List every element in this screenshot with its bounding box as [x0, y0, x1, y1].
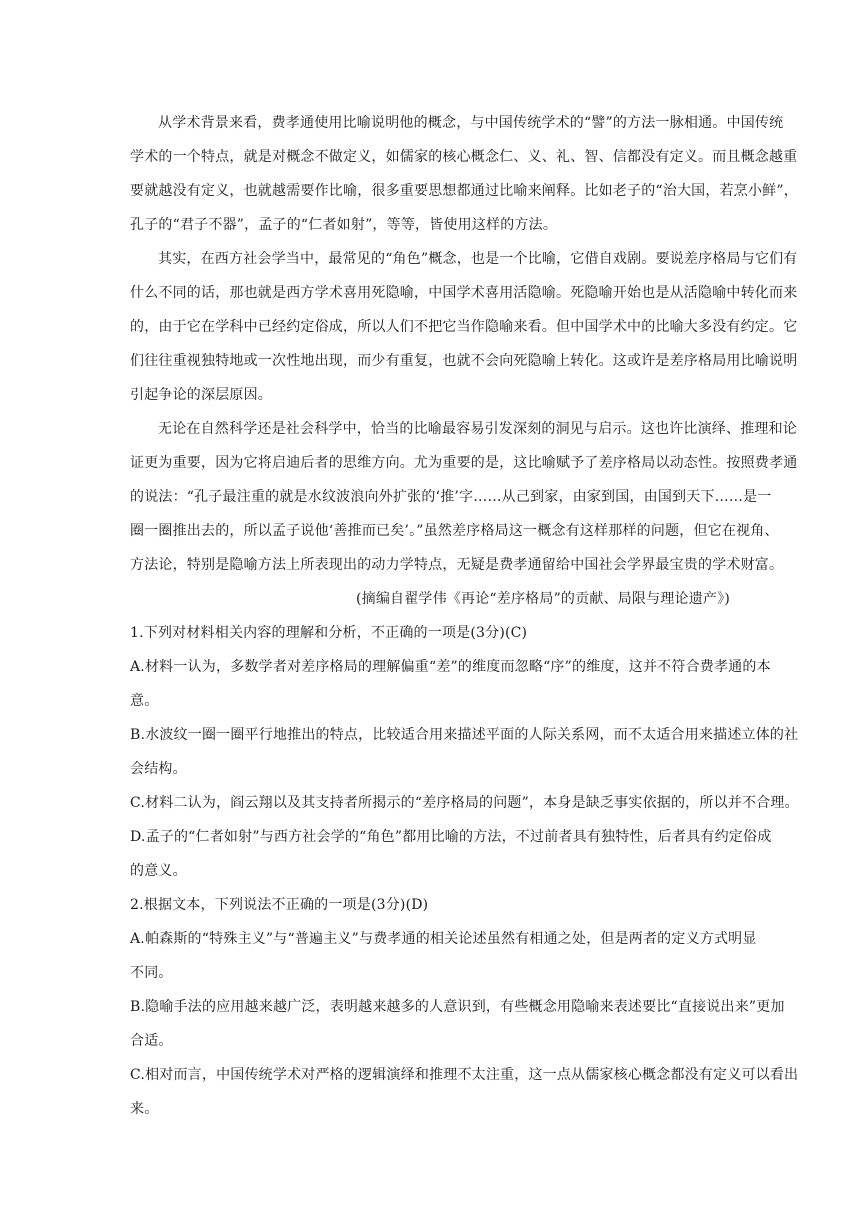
question-1-option-b: 会结构。 [130, 761, 187, 777]
passage-line: 证更为重要，因为它将启迪后者的思维方向。尤为重要的是，这比喻赋予了差序格局以动态性。按照费孝通 [130, 455, 798, 471]
question-1-option-d: D.孟子的“仁者如射”与西方社会学的“角色”都用比喻的方法，不过前者具有独特性，后者具有约定俗成 [130, 829, 772, 845]
question-2-option-a: 不同。 [130, 965, 173, 981]
passage-line: 其实，在西方社会学当中，最常见的“角色”概念，也是一个比喻，它借自戏剧。要说差序格局与它们有 [158, 251, 798, 267]
passage-line: 们往往重视独特地或一次性地出现，而少有重复，也就不会向死隐喻上转化。这或许是差序格局用比喻说明 [130, 353, 798, 369]
passage-line: 从学术背景来看，费孝通使用比喻说明他的概念，与中国传统学术的“譬”的方法一脉相通。中国传统 [158, 115, 784, 131]
question-1-option-b: B.水波纹一圈一圈平行地推出的特点，比较适合用来描述平面的人际关系网，而不太适合用来描述立体的社 [130, 727, 799, 743]
question-1-stem: 1.下列对材料相关内容的理解和分析，不正确的一项是(3分)(C) [130, 625, 528, 641]
question-1-option-d: 的意义。 [130, 863, 187, 879]
passage-line: 方法论，特别是隐喻方法上所表现出的动力学特点，无疑是费孝通留给中国社会学界最宝贵的学术财富。 [130, 557, 784, 573]
question-2-option-b: 合适。 [130, 1033, 173, 1049]
passage-line: 孔子的“君子不器”，孟子的“仁者如射”，等等，皆使用这样的方法。 [130, 217, 558, 233]
passage-line: 引起争论的深层原因。 [130, 387, 272, 403]
passage-source: (摘编自翟学伟《再论“差序格局”的贡献、局限与理论遗产》) [355, 591, 730, 607]
question-1-option-c: C.材料二认为，阎云翔以及其支持者所揭示的“差序格局的问题”，本身是缺乏事实依据的，所以并不合理。 [130, 795, 799, 811]
passage-line: 什么不同的话，那也就是西方学术喜用死隐喻，中国学术喜用活隐喻。死隐喻开始也是从活隐喻中转化而来 [130, 285, 798, 301]
passage-line: 无论在自然科学还是社会科学中，恰当的比喻最容易引发深刻的洞见与启示。这也许比演绎、推理和论 [158, 421, 797, 437]
question-2-stem: 2.根据文本，下列说法不正确的一项是(3分)(D) [130, 897, 429, 913]
question-2-option-c: C.相对而言，中国传统学术对严格的逻辑演绎和推理不太注重，这一点从儒家核心概念都没有定义可以看出 [130, 1067, 799, 1083]
question-1-option-a: 意。 [130, 693, 159, 709]
question-2-option-a: A.帕森斯的“特殊主义”与“普遍主义”与费孝通的相关论述虽然有相通之处，但是两者的定义方式明显 [130, 931, 757, 947]
passage-line: 要就越没有定义，也就越需要作比喻，很多重要思想都通过比喻来阐释。比如老子的“治大国，若烹小鲜”， [130, 183, 798, 199]
question-2-option-b: B.隐喻手法的应用越来越广泛，表明越来越多的人意识到，有些概念用隐喻来表述要比“直接说出来”更加 [130, 999, 785, 1015]
passage-line: 学术的一个特点，就是对概念不做定义，如儒家的核心概念仁、义、礼、智、信都没有定义。而且概念越重 [130, 149, 798, 165]
passage-line: 的，由于它在学科中已经约定俗成，所以人们不把它当作隐喻来看。但中国学术中的比喻大多没有约定。它 [130, 319, 798, 335]
question-1-option-a: A.材料一认为，多数学者对差序格局的理解偏重“差”的维度而忽略“序”的维度，这并不符合费孝通的本 [130, 659, 771, 675]
passage-line: 的说法：“孔子最注重的就是水纹波浪向外扩张的‘推’字……从己到家，由家到国，由国到天下……是一 [130, 489, 772, 505]
question-2-option-c: 来。 [130, 1101, 159, 1117]
passage-line: 圈一圈推出去的，所以孟子说他‘善推而已矣’。”虽然差序格局这一概念有这样那样的问题，但它在视角、 [130, 523, 779, 539]
